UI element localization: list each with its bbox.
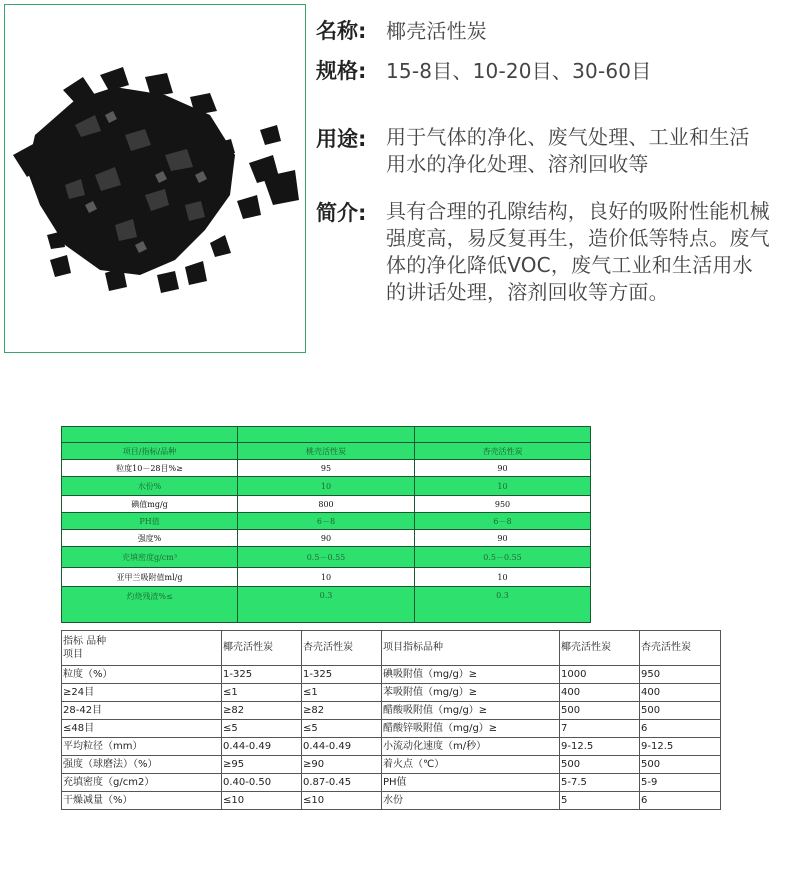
product-intro-row [316, 198, 771, 306]
green-table-cell: 0.3 [415, 587, 591, 623]
green-table-row [62, 530, 591, 547]
spec-table-cell: 充填密度（g/cm2） [62, 774, 222, 792]
spec-table-cell: 400 [560, 684, 640, 702]
spec-table-cell: 1000 [560, 666, 640, 684]
spec-table-row [62, 774, 721, 792]
spec-table-cell: ≤10 [302, 792, 382, 810]
green-table-cell: PH值 [62, 513, 238, 530]
spec-table-cell: 粒度（%） [62, 666, 222, 684]
spec-table-row [62, 792, 721, 810]
product-intro-label: 简介: [316, 201, 367, 225]
spec-header-cell: 椰壳活性炭 [560, 631, 640, 666]
product-name-row [316, 16, 487, 46]
green-table-row [62, 547, 591, 568]
product-spec-row [316, 56, 651, 86]
spec-table-cell: 5-7.5 [560, 774, 640, 792]
spec-table-cell: 500 [560, 756, 640, 774]
spec-header-cell: 指标 品种 项目 [62, 631, 222, 666]
product-spec-label: 规格: [316, 59, 367, 83]
green-table-cell: 90 [415, 460, 591, 477]
spec-table-cell: ≥95 [222, 756, 302, 774]
spec-table-cell: 400 [640, 684, 721, 702]
spec-table-cell: PH值 [382, 774, 560, 792]
green-table-row [62, 477, 591, 496]
green-table-cell: 0.3 [238, 587, 415, 623]
spec-table-cell: 着火点（℃） [382, 756, 560, 774]
green-header-cell: 杏壳活性炭 [415, 443, 591, 460]
spec-table-cell: ≤1 [302, 684, 382, 702]
spec-table-cell: 0.44-0.49 [302, 738, 382, 756]
spec-table-cell: ≥82 [302, 702, 382, 720]
green-table-cell: 水份% [62, 477, 238, 496]
spec-table-cell: 950 [640, 666, 721, 684]
spec-table-cell: ≤10 [222, 792, 302, 810]
spec-table-cell: 0.44-0.49 [222, 738, 302, 756]
green-table-cell: 95 [238, 460, 415, 477]
green-table-cell: 10 [415, 568, 591, 587]
spec-table-cell: ≤5 [302, 720, 382, 738]
green-header-cell: 桃壳活性炭 [238, 443, 415, 460]
green-header-cell: 项目/指标/品种 [62, 443, 238, 460]
spec-table-cell: 碘吸附值（mg/g）≥ [382, 666, 560, 684]
product-spec-value: 15-8目、10-20目、30-60目 [386, 59, 652, 83]
green-table-header [62, 443, 591, 460]
spec-table-row [62, 756, 721, 774]
spec-table-cell: 9-12.5 [640, 738, 721, 756]
spec-table-cell: 500 [640, 756, 721, 774]
green-table-cell: 10 [238, 568, 415, 587]
green-table-cell: 6－8 [415, 513, 591, 530]
green-table-cell: 10 [415, 477, 591, 496]
spec-table-cell: ≥90 [302, 756, 382, 774]
spec-table-cell: ≤1 [222, 684, 302, 702]
spec-table-cell: ≥24目 [62, 684, 222, 702]
green-table-top-band [62, 427, 591, 443]
spec-table-cell: 500 [560, 702, 640, 720]
green-table-cell: 强度% [62, 530, 238, 547]
spec-table-cell: 水份 [382, 792, 560, 810]
spec-table-cell: 5-9 [640, 774, 721, 792]
green-spec-table [61, 426, 591, 623]
product-image-frame [4, 4, 306, 353]
spec-table-cell: 5 [560, 792, 640, 810]
product-name-label: 名称: [316, 19, 367, 43]
green-table-cell: 充填密度g/cm³ [62, 547, 238, 568]
green-table-row [62, 587, 591, 623]
spec-table-row [62, 702, 721, 720]
spec-table-row [62, 738, 721, 756]
green-table-cell: 碘值mg/g [62, 496, 238, 513]
spec-table-cell: 1-325 [222, 666, 302, 684]
spec-table-cell: ≤48目 [62, 720, 222, 738]
spec-header-cell: 杏壳活性炭 [640, 631, 721, 666]
green-table-cell: 0.5－0.55 [415, 547, 591, 568]
spec-table-row [62, 720, 721, 738]
spec-table-cell: 0.40-0.50 [222, 774, 302, 792]
spec-table-cell: ≥82 [222, 702, 302, 720]
product-intro-value: 具有合理的孔隙结构，良好的吸附性能机械强度高，易反复再生，造价低等特点。废气体的净化降低VOC，废气工业和生活用水的讲话处理，溶剂回收等方面。 [386, 199, 770, 304]
spec-table-cell: 干燥减量（%） [62, 792, 222, 810]
spec-header-cell: 杏壳活性炭 [302, 631, 382, 666]
green-table-cell: 90 [415, 530, 591, 547]
coconut-apricot-spec-table [61, 630, 721, 810]
green-table-row [62, 513, 591, 530]
green-table-cell: 灼烧残渣%≤ [62, 587, 238, 623]
spec-header-cell: 项目指标品种 [382, 631, 560, 666]
product-use-label: 用途: [316, 127, 367, 151]
spec-table-header [62, 631, 721, 666]
product-use-row [316, 124, 756, 178]
product-use-value: 用于气体的净化、废气处理、工业和生活用水的净化处理、溶剂回收等 [386, 125, 750, 176]
spec-header-cell: 椰壳活性炭 [222, 631, 302, 666]
product-name-value: 椰壳活性炭 [386, 19, 487, 43]
spec-table-cell: 7 [560, 720, 640, 738]
spec-table-row [62, 666, 721, 684]
spec-table-cell: 强度（球磨法）（%） [62, 756, 222, 774]
spec-table-cell: 6 [640, 792, 721, 810]
green-table-row [62, 568, 591, 587]
spec-table-row [62, 684, 721, 702]
green-table-row [62, 460, 591, 477]
green-table-cell: 10 [238, 477, 415, 496]
spec-table-cell: 平均粒径（mm） [62, 738, 222, 756]
green-table-cell: 0.5－0.55 [238, 547, 415, 568]
green-table-cell: 粒度10－28目%≥ [62, 460, 238, 477]
green-table-row [62, 496, 591, 513]
spec-table-cell: 28-42目 [62, 702, 222, 720]
spec-table-cell: 1-325 [302, 666, 382, 684]
spec-table-cell: 醋酸锌吸附值（mg/g）≥ [382, 720, 560, 738]
green-table-cell: 6－8 [238, 513, 415, 530]
green-table-cell: 亚甲兰吸附值ml/g [62, 568, 238, 587]
spec-table-cell: 小流动化速度（m/秒） [382, 738, 560, 756]
spec-table-cell: 醋酸吸附值（mg/g）≥ [382, 702, 560, 720]
spec-table-cell: 6 [640, 720, 721, 738]
spec-table-cell: 苯吸附值（mg/g）≥ [382, 684, 560, 702]
spec-table-cell: 0.87-0.45 [302, 774, 382, 792]
spec-table-cell: 9-12.5 [560, 738, 640, 756]
green-table-cell: 950 [415, 496, 591, 513]
spec-table-cell: ≤5 [222, 720, 302, 738]
green-table-cell: 90 [238, 530, 415, 547]
activated-carbon-image [5, 5, 305, 352]
green-table-cell: 800 [238, 496, 415, 513]
spec-table-cell: 500 [640, 702, 721, 720]
